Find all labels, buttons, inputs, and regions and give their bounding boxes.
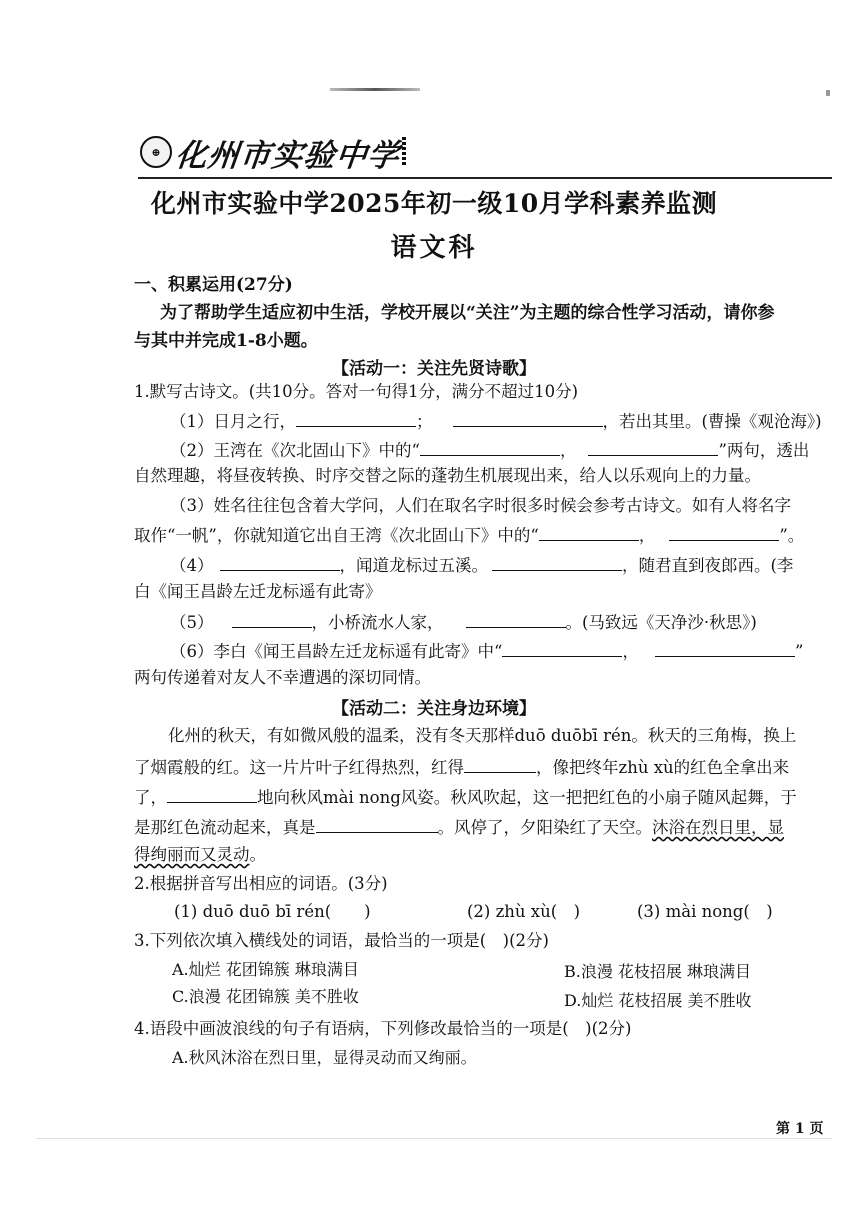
q1-item2-a: （2）王湾在《次北固山下》中的“ bbox=[170, 441, 420, 460]
q3-option-d[interactable]: D.灿烂 花枝招展 美不胜收 bbox=[564, 991, 752, 1010]
q1-item1-b: ； bbox=[416, 412, 433, 431]
passage-wavy-sentence-part1: 沐浴在烈日里，显 bbox=[652, 818, 784, 837]
scan-mark-top bbox=[330, 88, 420, 91]
q2-item1: (1) duō duō bī rén( ) bbox=[174, 902, 371, 921]
passage-line5-end: 。 bbox=[249, 845, 266, 864]
q2-item3: (3) mài nong( ) bbox=[637, 902, 773, 921]
activity1-heading: 【活动一：关注先贤诗歌】 bbox=[332, 359, 536, 379]
q1-item2-line2: 自然理趣，将昼夜转换、时序交替之际的蓬勃生机展现出来，给人以乐观向上的力量。 bbox=[134, 466, 761, 485]
q1-item1-blank2[interactable] bbox=[453, 408, 603, 427]
q1-item3-blank1[interactable] bbox=[539, 522, 639, 541]
q1-item4 bbox=[170, 552, 793, 578]
passage-line3-b: 地向秋风mài nong风姿。秋风吹起，这一把把红色的小扇子随风起舞，于 bbox=[257, 788, 797, 807]
page-number: 第 1 页 bbox=[776, 1121, 824, 1137]
activity2-heading: 【活动二：关注身边环境】 bbox=[332, 699, 536, 719]
passage-blank1[interactable] bbox=[464, 754, 536, 773]
q1-item6 bbox=[170, 638, 803, 664]
passage-line3-a: 了， bbox=[134, 788, 167, 807]
q1-item3-b: ， bbox=[638, 526, 656, 545]
scan-mark-edge bbox=[826, 90, 830, 96]
section1-heading: 一、积累运用(27分) bbox=[134, 275, 293, 295]
q2-item2: (2) zhù xù( ) bbox=[467, 902, 581, 921]
q1-item3 bbox=[134, 522, 804, 548]
passage-line2-a: 了烟霞般的红。这一片片叶子红得热烈，红得 bbox=[134, 758, 464, 777]
q2-stem: 2.根据拼音写出相应的词语。(3分) bbox=[134, 874, 388, 893]
q1-item6-line2: 两句传递着对友人不幸遭遇的深切同情。 bbox=[134, 668, 431, 687]
passage-line1: 化州的秋天，有如微风般的温柔，没有冬天那样duō duōbī rén。秋天的三角梅，换上 bbox=[168, 726, 797, 745]
q1-item5-a: （5） bbox=[170, 613, 214, 632]
school-logo bbox=[140, 131, 406, 173]
school-seal-icon: ⊕ bbox=[140, 136, 172, 168]
subject-title: 语文科 bbox=[390, 233, 478, 263]
q1-item1-blank1[interactable] bbox=[296, 408, 416, 427]
q1-item6-b: ， bbox=[622, 642, 639, 661]
exam-title: 化州市实验中学2025年初一级10月学科素养监测 bbox=[150, 189, 718, 218]
passage-line5 bbox=[134, 843, 266, 867]
school-logo-text: 化州市实验中学 bbox=[173, 137, 402, 174]
scan-bottom-line bbox=[36, 1138, 832, 1139]
q1-item1 bbox=[170, 408, 822, 434]
passage-wavy-sentence-part2: 得绚丽而又灵动 bbox=[134, 845, 250, 864]
q1-item4-a: （4） bbox=[170, 556, 214, 575]
q1-item2-b: ， bbox=[559, 441, 577, 460]
q1-item4-b: ，闻道龙标过五溪。 bbox=[339, 556, 488, 575]
q1-item2 bbox=[170, 437, 809, 463]
passage-line2 bbox=[134, 754, 789, 780]
q1-item5-c: 。(马致远《天净沙·秋思》) bbox=[565, 613, 757, 632]
q1-item2-c: ”两句，透出 bbox=[718, 441, 810, 460]
q1-item3-blank2[interactable] bbox=[669, 522, 779, 541]
q1-item1-c: ，若出其里。(曹操《观沧海》) bbox=[602, 412, 822, 431]
q4-stem: 4.语段中画波浪线的句子有语病，下列修改最恰当的一项是( )(2分) bbox=[134, 1019, 632, 1038]
q1-item3-line1: （3）姓名往往包含着大学问，人们在取名字时很多时候会参考古诗文。如有人将名字 bbox=[170, 496, 791, 515]
q1-item5-blank2[interactable] bbox=[466, 609, 566, 628]
passage-line3 bbox=[134, 784, 797, 810]
q3-option-c[interactable]: C.浪漫 花团锦簇 美不胜收 bbox=[172, 987, 359, 1006]
q1-item5-blank1[interactable] bbox=[232, 609, 312, 628]
q1-item4-blank1[interactable] bbox=[220, 552, 340, 571]
q1-stem: 1.默写古诗文。(共10分。答对一句得1分，满分不超过10分) bbox=[134, 382, 579, 401]
q1-item4-line2: 白《闻王昌龄左迁龙标遥有此寄》 bbox=[134, 582, 382, 601]
passage-blank2[interactable] bbox=[167, 784, 257, 803]
q1-item4-blank2[interactable] bbox=[492, 552, 622, 571]
header-rule bbox=[138, 177, 832, 179]
passage-line2-b: ，像把终年zhù xù的红色全拿出来 bbox=[536, 758, 790, 777]
q1-item3-a: 取作“一帆”，你就知道它出自王湾《次北固山下》中的“ bbox=[134, 526, 539, 545]
passage-line4-b: 。风停了，夕阳染红了天空。 bbox=[437, 818, 652, 837]
q1-item6-blank2[interactable] bbox=[655, 638, 795, 657]
q1-item1-a: （1）日月之行， bbox=[170, 412, 296, 431]
q1-item6-blank1[interactable] bbox=[502, 638, 622, 657]
q1-item4-c: ，随君直到夜郎西。(李 bbox=[622, 556, 794, 575]
q1-item2-blank2[interactable] bbox=[588, 437, 718, 456]
logo-ornament bbox=[402, 137, 406, 167]
section1-intro-line1: 为了帮助学生适应初中生活，学校开展以“关注”为主题的综合性学习活动，请你参 bbox=[160, 303, 775, 323]
q1-item2-blank1[interactable] bbox=[420, 437, 560, 456]
q3-option-b[interactable]: B.浪漫 花枝招展 琳琅满目 bbox=[564, 962, 752, 981]
q1-item6-a: （6）李白《闻王昌龄左迁龙标遥有此寄》中“ bbox=[170, 642, 503, 661]
q4-option-a[interactable]: A.秋风沐浴在烈日里，显得灵动而又绚丽。 bbox=[172, 1048, 477, 1067]
q1-item5-b: ，小桥流水人家， bbox=[311, 613, 444, 632]
passage-line4-a: 是那红色流动起来，真是 bbox=[134, 818, 316, 837]
q3-option-a[interactable]: A.灿烂 花团锦簇 琳琅满目 bbox=[172, 960, 359, 979]
q1-item3-c: ”。 bbox=[779, 526, 805, 545]
q1-item6-c: ” bbox=[794, 642, 804, 661]
q3-stem: 3.下列依次填入横线处的词语，最恰当的一项是( )(2分) bbox=[134, 931, 549, 950]
section1-intro-line2: 与其中并完成1-8小题。 bbox=[134, 331, 318, 351]
passage-blank3[interactable] bbox=[316, 814, 438, 833]
passage-line4 bbox=[134, 814, 784, 840]
q1-item5 bbox=[170, 609, 757, 635]
